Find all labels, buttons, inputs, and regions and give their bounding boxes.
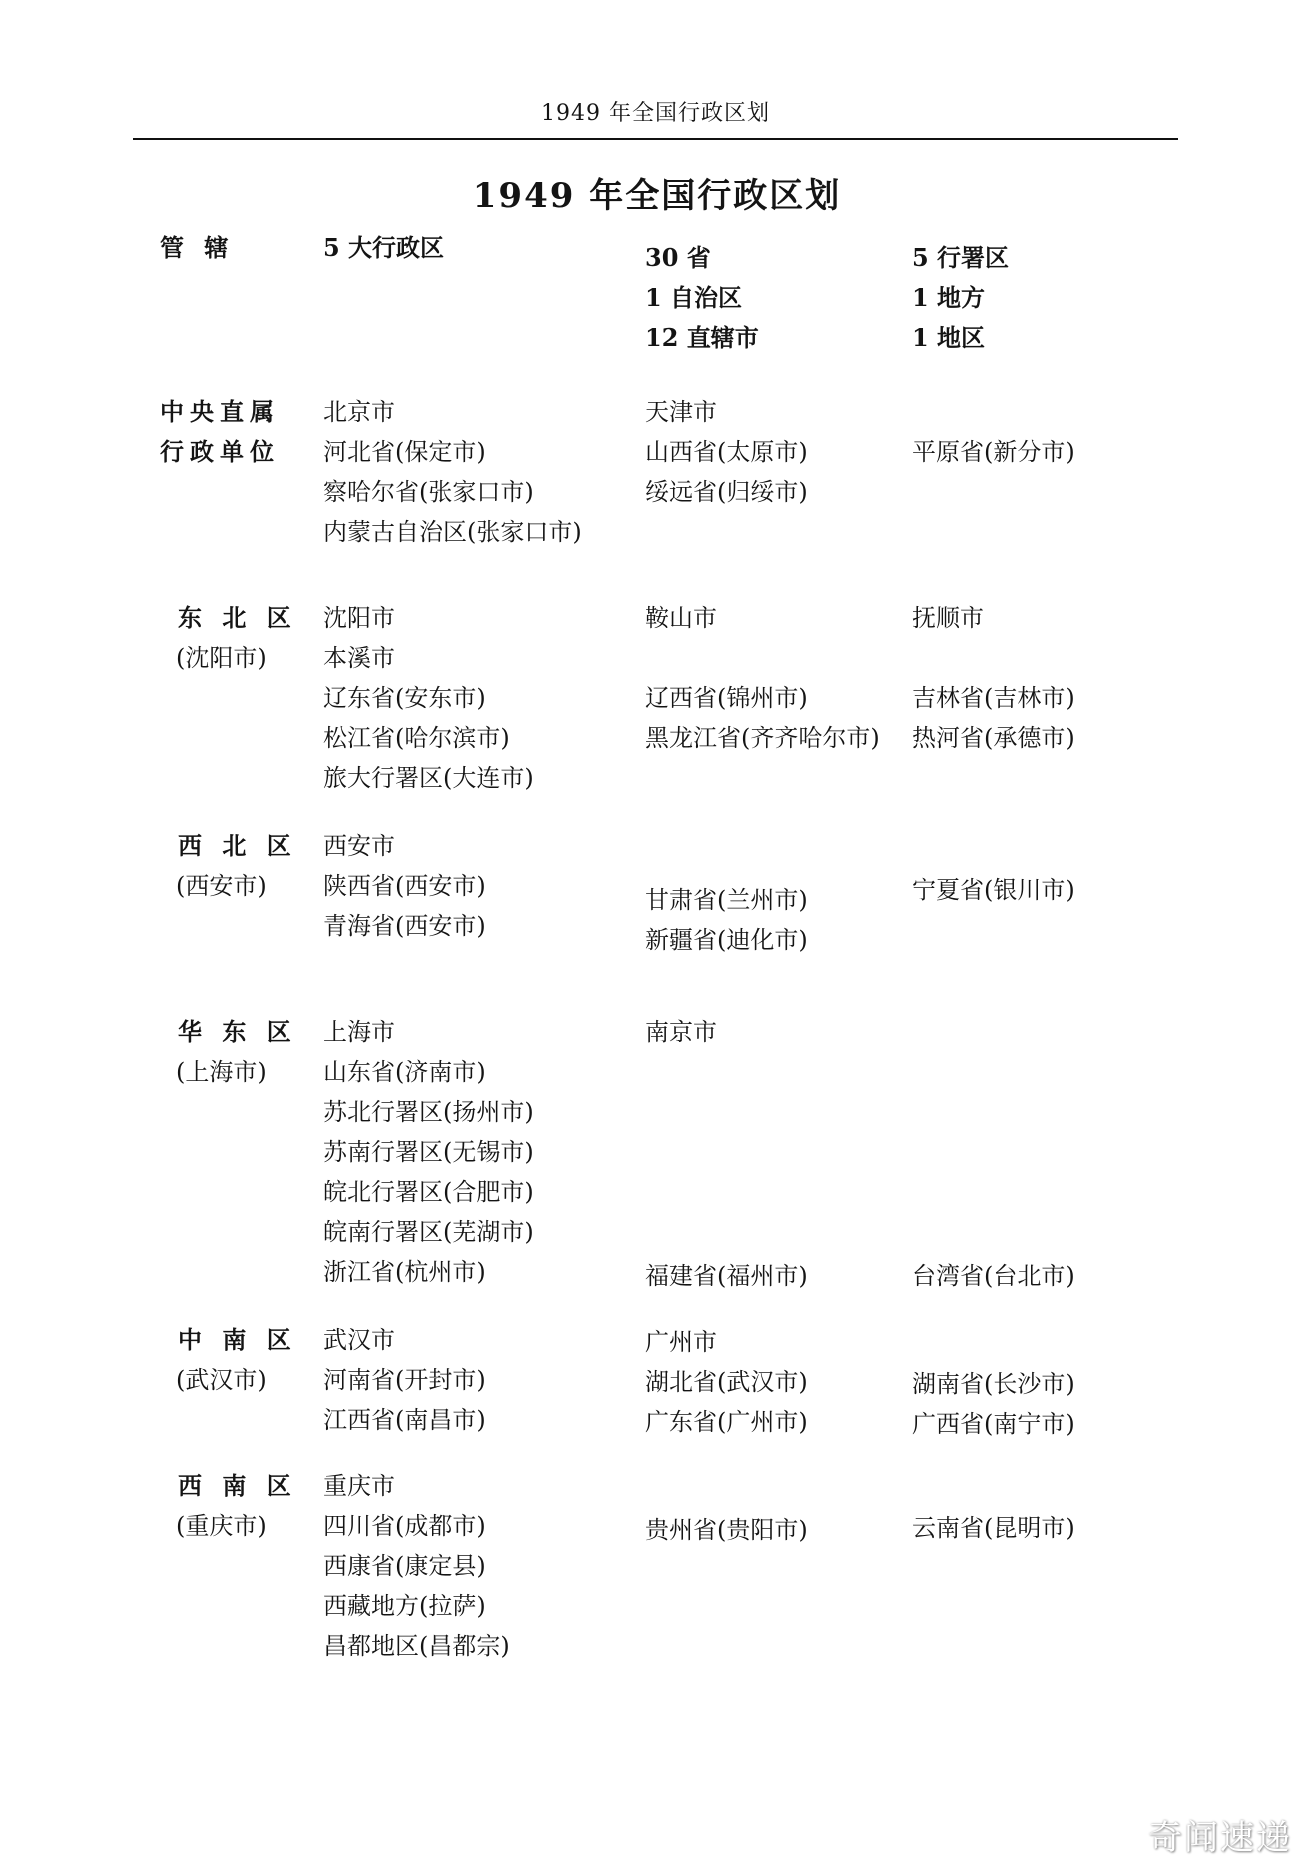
section-southwest-seat: (重庆市) <box>176 1512 267 1540</box>
list-item: 重庆市 <box>323 1472 395 1500</box>
page-title: 1949 年全国行政区划 <box>472 176 842 216</box>
list-item: 苏南行署区(无锡市) <box>323 1138 534 1166</box>
list-item: 皖北行署区(合肥市) <box>323 1178 534 1206</box>
section-southwest-label: 西 南 区 <box>178 1471 297 1500</box>
summary-municipalities: 12 直辖市 <box>645 323 759 352</box>
list-item: 武汉市 <box>323 1326 395 1354</box>
list-item: 山西省(太原市) <box>645 438 808 466</box>
list-item: 内蒙古自治区(张家口市) <box>323 518 582 546</box>
list-item: 上海市 <box>323 1018 395 1046</box>
list-item: 西藏地方(拉萨) <box>323 1592 486 1620</box>
list-item: 河南省(开封市) <box>323 1366 486 1394</box>
list-item: 沈阳市 <box>323 604 395 632</box>
watermark: 奇闻速递 <box>1148 1818 1292 1858</box>
list-item: 辽东省(安东市) <box>323 684 486 712</box>
list-item: 西康省(康定县) <box>323 1552 486 1580</box>
list-item: 甘肃省(兰州市) <box>645 886 808 914</box>
list-item: 青海省(西安市) <box>323 912 486 940</box>
list-item: 辽西省(锦州市) <box>645 684 808 712</box>
list-item: 苏北行署区(扬州市) <box>323 1098 534 1126</box>
list-item: 抚顺市 <box>912 604 984 632</box>
list-item: 湖南省(长沙市) <box>912 1370 1075 1398</box>
list-item: 江西省(南昌市) <box>323 1406 486 1434</box>
list-item: 昌都地区(昌都宗) <box>323 1632 510 1660</box>
list-item: 广东省(广州市) <box>645 1408 808 1436</box>
list-item: 陕西省(西安市) <box>323 872 486 900</box>
list-item: 平原省(新分市) <box>912 438 1075 466</box>
summary-provinces: 30 省 <box>645 243 711 272</box>
summary-district: 1 地区 <box>912 323 986 352</box>
list-item: 吉林省(吉林市) <box>912 684 1075 712</box>
list-item: 旅大行署区(大连市) <box>323 764 534 792</box>
list-item: 贵州省(贵阳市) <box>645 1516 808 1544</box>
section-central-south-label: 中 南 区 <box>178 1325 297 1354</box>
list-item: 热河省(承德市) <box>912 724 1075 752</box>
summary-admin-offices: 5 行署区 <box>912 243 1010 272</box>
list-item: 云南省(昆明市) <box>912 1514 1075 1542</box>
summary-label: 管 辖 <box>160 233 235 262</box>
section-central-label-2: 行政单位 <box>160 437 280 466</box>
list-item: 绥远省(归绥市) <box>645 478 808 506</box>
section-northwest-seat: (西安市) <box>176 872 267 900</box>
summary-regions: 5 大行政区 <box>323 233 445 262</box>
section-northeast-label: 东 北 区 <box>178 603 297 632</box>
list-item: 台湾省(台北市) <box>912 1262 1075 1290</box>
section-northwest-label: 西 北 区 <box>178 831 297 860</box>
list-item: 河北省(保定市) <box>323 438 486 466</box>
header-rule <box>133 138 1178 140</box>
list-item: 南京市 <box>645 1018 717 1046</box>
list-item: 湖北省(武汉市) <box>645 1368 808 1396</box>
list-item: 皖南行署区(芜湖市) <box>323 1218 534 1246</box>
summary-autonomous: 1 自治区 <box>645 283 743 312</box>
list-item: 山东省(济南市) <box>323 1058 486 1086</box>
list-item: 察哈尔省(张家口市) <box>323 478 534 506</box>
section-east-seat: (上海市) <box>176 1058 267 1086</box>
list-item: 西安市 <box>323 832 395 860</box>
list-item: 浙江省(杭州市) <box>323 1258 486 1286</box>
section-central-label-1: 中央直属 <box>160 397 280 426</box>
section-central-south-seat: (武汉市) <box>176 1366 267 1394</box>
section-east-label: 华 东 区 <box>178 1017 297 1046</box>
list-item: 黑龙江省(齐齐哈尔市) <box>645 724 880 752</box>
list-item: 宁夏省(银川市) <box>912 876 1075 904</box>
list-item: 天津市 <box>645 398 717 426</box>
list-item: 松江省(哈尔滨市) <box>323 724 510 752</box>
section-northeast-seat: (沈阳市) <box>176 644 267 672</box>
list-item: 本溪市 <box>323 644 395 672</box>
list-item: 广州市 <box>645 1328 717 1356</box>
list-item: 广西省(南宁市) <box>912 1410 1075 1438</box>
list-item: 四川省(成都市) <box>323 1512 486 1540</box>
running-head: 1949 年全国行政区划 <box>541 101 770 126</box>
summary-local: 1 地方 <box>912 283 986 312</box>
list-item: 北京市 <box>323 398 395 426</box>
list-item: 鞍山市 <box>645 604 717 632</box>
list-item: 新疆省(迪化市) <box>645 926 808 954</box>
list-item: 福建省(福州市) <box>645 1262 808 1290</box>
